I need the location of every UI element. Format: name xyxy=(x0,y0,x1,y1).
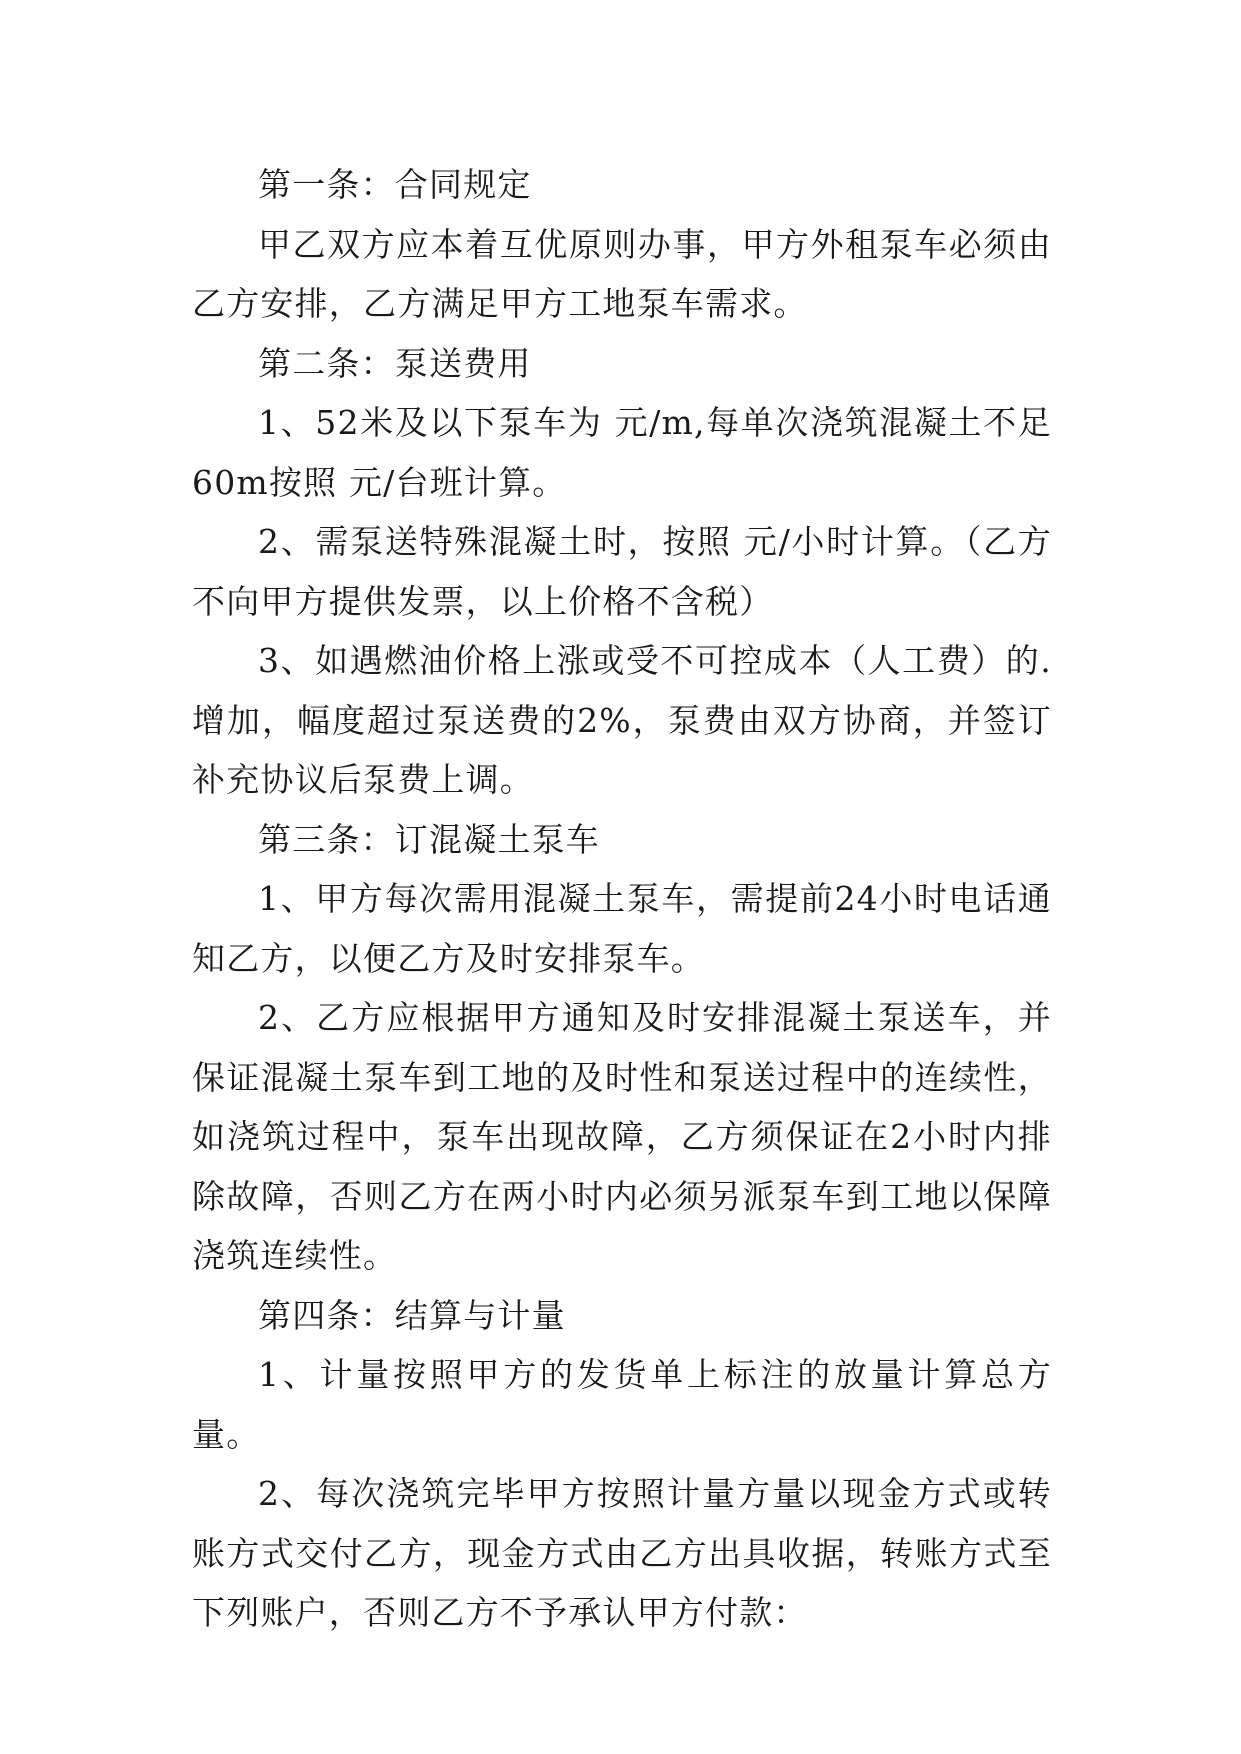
article-4-clause-1: 1、计量按照甲方的发货单上标注的放量计算总方量。 xyxy=(192,1355,1052,1454)
article-2-heading: 第二条：泵送费用 xyxy=(258,343,532,383)
article-3-clause-1: 1、甲方每次需用混凝土泵车，需提前24小时电话通知乙方，以便乙方及时安排泵车。 xyxy=(192,879,1052,978)
document-body xyxy=(192,155,1052,1643)
article-4-clause-2: 2、每次浇筑完毕甲方按照计量方量以现金方式或转账方式交付乙方，现金方式由乙方出具收据，转账方式至下列账户，否则乙方不予承认甲方付款： xyxy=(192,1474,1052,1632)
article-3-heading: 第三条：订混凝土泵车 xyxy=(258,819,600,859)
article-2-clause-2: 2、需泵送特殊混凝土时，按照 元/小时计算。（乙方不向甲方提供发票，以上价格不含税） xyxy=(192,522,1052,621)
article-2-clause-1: 1、52米及以下泵车为 元/m,每单次浇筑混凝土不足60m按照 元/台班计算。 xyxy=(192,403,1052,502)
article-1-text: 甲乙双方应本着互优原则办事，甲方外租泵车必须由乙方安排，乙方满足甲方工地泵车需求。 xyxy=(192,224,1052,323)
article-3-clause-2: 2、乙方应根据甲方通知及时安排混凝土泵送车，并保证混凝土泵车到工地的及时性和泵送过程中的连续性，如浇筑过程中，泵车出现故障，乙方须保证在2小时内排除故障，否则乙方在两小时内必须另派泵车到工地以保障浇筑连续性。 xyxy=(192,998,1052,1275)
article-2-clause-3: 3、如遇燃油价格上涨或受不可控成本（人工费）的.增加，幅度超过泵送费的2%，泵费由双方协商，并签订补充协议后泵费上调。 xyxy=(192,641,1052,799)
article-4-heading: 第四条：结算与计量 xyxy=(258,1295,566,1335)
article-1-heading: 第一条：合同规定 xyxy=(258,165,532,204)
